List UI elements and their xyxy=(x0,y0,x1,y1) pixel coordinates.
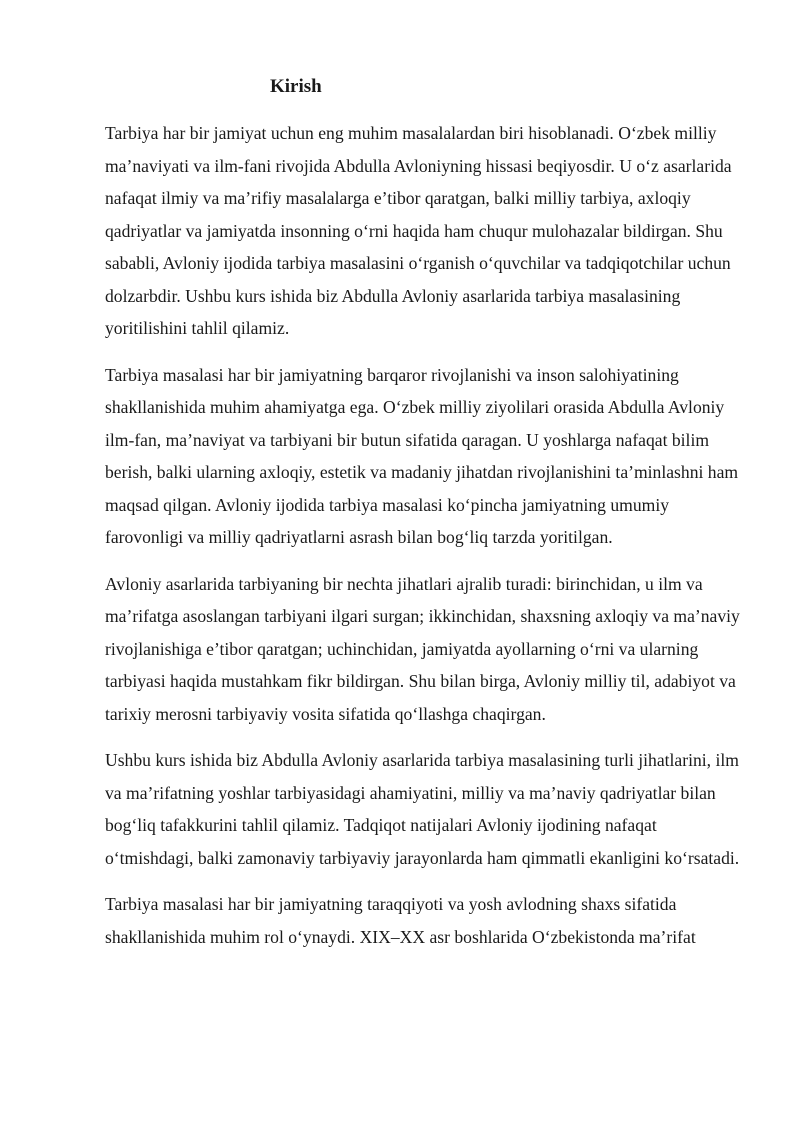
paragraph-3: Avloniy asarlarida tarbiyaning bir nechta jihatlari ajralib turadi: birinchidan, u ilm va ma’rifatga asoslangan tarbiyani ilgari surgan; ikkinchidan, shaxsning axloqiy va ma’naviy rivojlanishiga e’tibor qaratgan; uchinchidan, jamiyatda ayollarning o‘rni va ularning tarbiyasi haqida mustahkam fikr bildirgan. Shu bilan birga, Avloniy milliy til, adabiyot va tarixiy merosni tarbiyaviy vosita sifatida qo‘llashga chaqirgan. xyxy=(105,573,740,724)
page-title: Kirish xyxy=(270,76,322,97)
paragraph-2: Tarbiya masalasi har bir jamiyatning barqaror rivojlanishi va inson salohiyatining shakllanishida muhim ahamiyatga ega. O‘zbek milliy ziyolilari orasida Abdulla Avloniy ilm-fan, ma’naviyat va tarbiyani bir butun sifatida qaragan. U yoshlarga nafaqat bilim berish, balki ularning axloqiy, estetik va madaniy jihatdan rivojlanishini ta’minlashni ham maqsad qilgan. Avloniy ijodida tarbiya masalasi ko‘pincha jamiyatning umumiy farovonligi va milliy qadriyatlarni asrash bilan bog‘liq tarzda yoritilgan. xyxy=(105,364,739,547)
paragraph-4: Ushbu kurs ishida biz Abdulla Avloniy asarlarida tarbiya masalasining turli jihatlarini, ilm va ma’rifatning yoshlar tarbiyasidagi ahamiyatini, milliy va ma’naviy qadriyatlar bilan bog‘liq tafakkurini tahlil qilamiz. Tadqiqot natijalari Avloniy ijodining nafaqat o‘tmishdagi, balki zamonaviy tarbiyaviy jarayonlarda ham qimmatli ekanligini ko‘rsatadi. xyxy=(105,750,740,868)
paragraph-5: Tarbiya masalasi har bir jamiyatning taraqqiyoti va yosh avlodning shaxs sifatida shakllanishida muhim rol o‘ynaydi. XIX–XX asr boshlarida O‘zbekistonda ma’rifat xyxy=(105,894,696,947)
document-body xyxy=(105,117,745,967)
paragraph-1: Tarbiya har bir jamiyat uchun eng muhim masalalardan biri hisoblanadi. O‘zbek milliy ma’naviyati va ilm-fani rivojida Abdulla Avloniyning hissasi beqiyosdir. U o‘z asarlarida nafaqat ilmiy va ma’rifiy masalalarga e’tibor qaratgan, balki milliy tarbiya, axloqiy qadriyatlar va jamiyatda insonning o‘rni haqida ham chuqur mulohazalar bildirgan. Shu sababli, Avloniy ijodida tarbiya masalasini o‘rganish o‘quvchilar va tadqiqotchilar uchun dolzarbdir. Ushbu kurs ishida biz Abdulla Avloniy asarlarida tarbiya masalasining yoritilishini tahlil qilamiz. xyxy=(105,123,732,338)
